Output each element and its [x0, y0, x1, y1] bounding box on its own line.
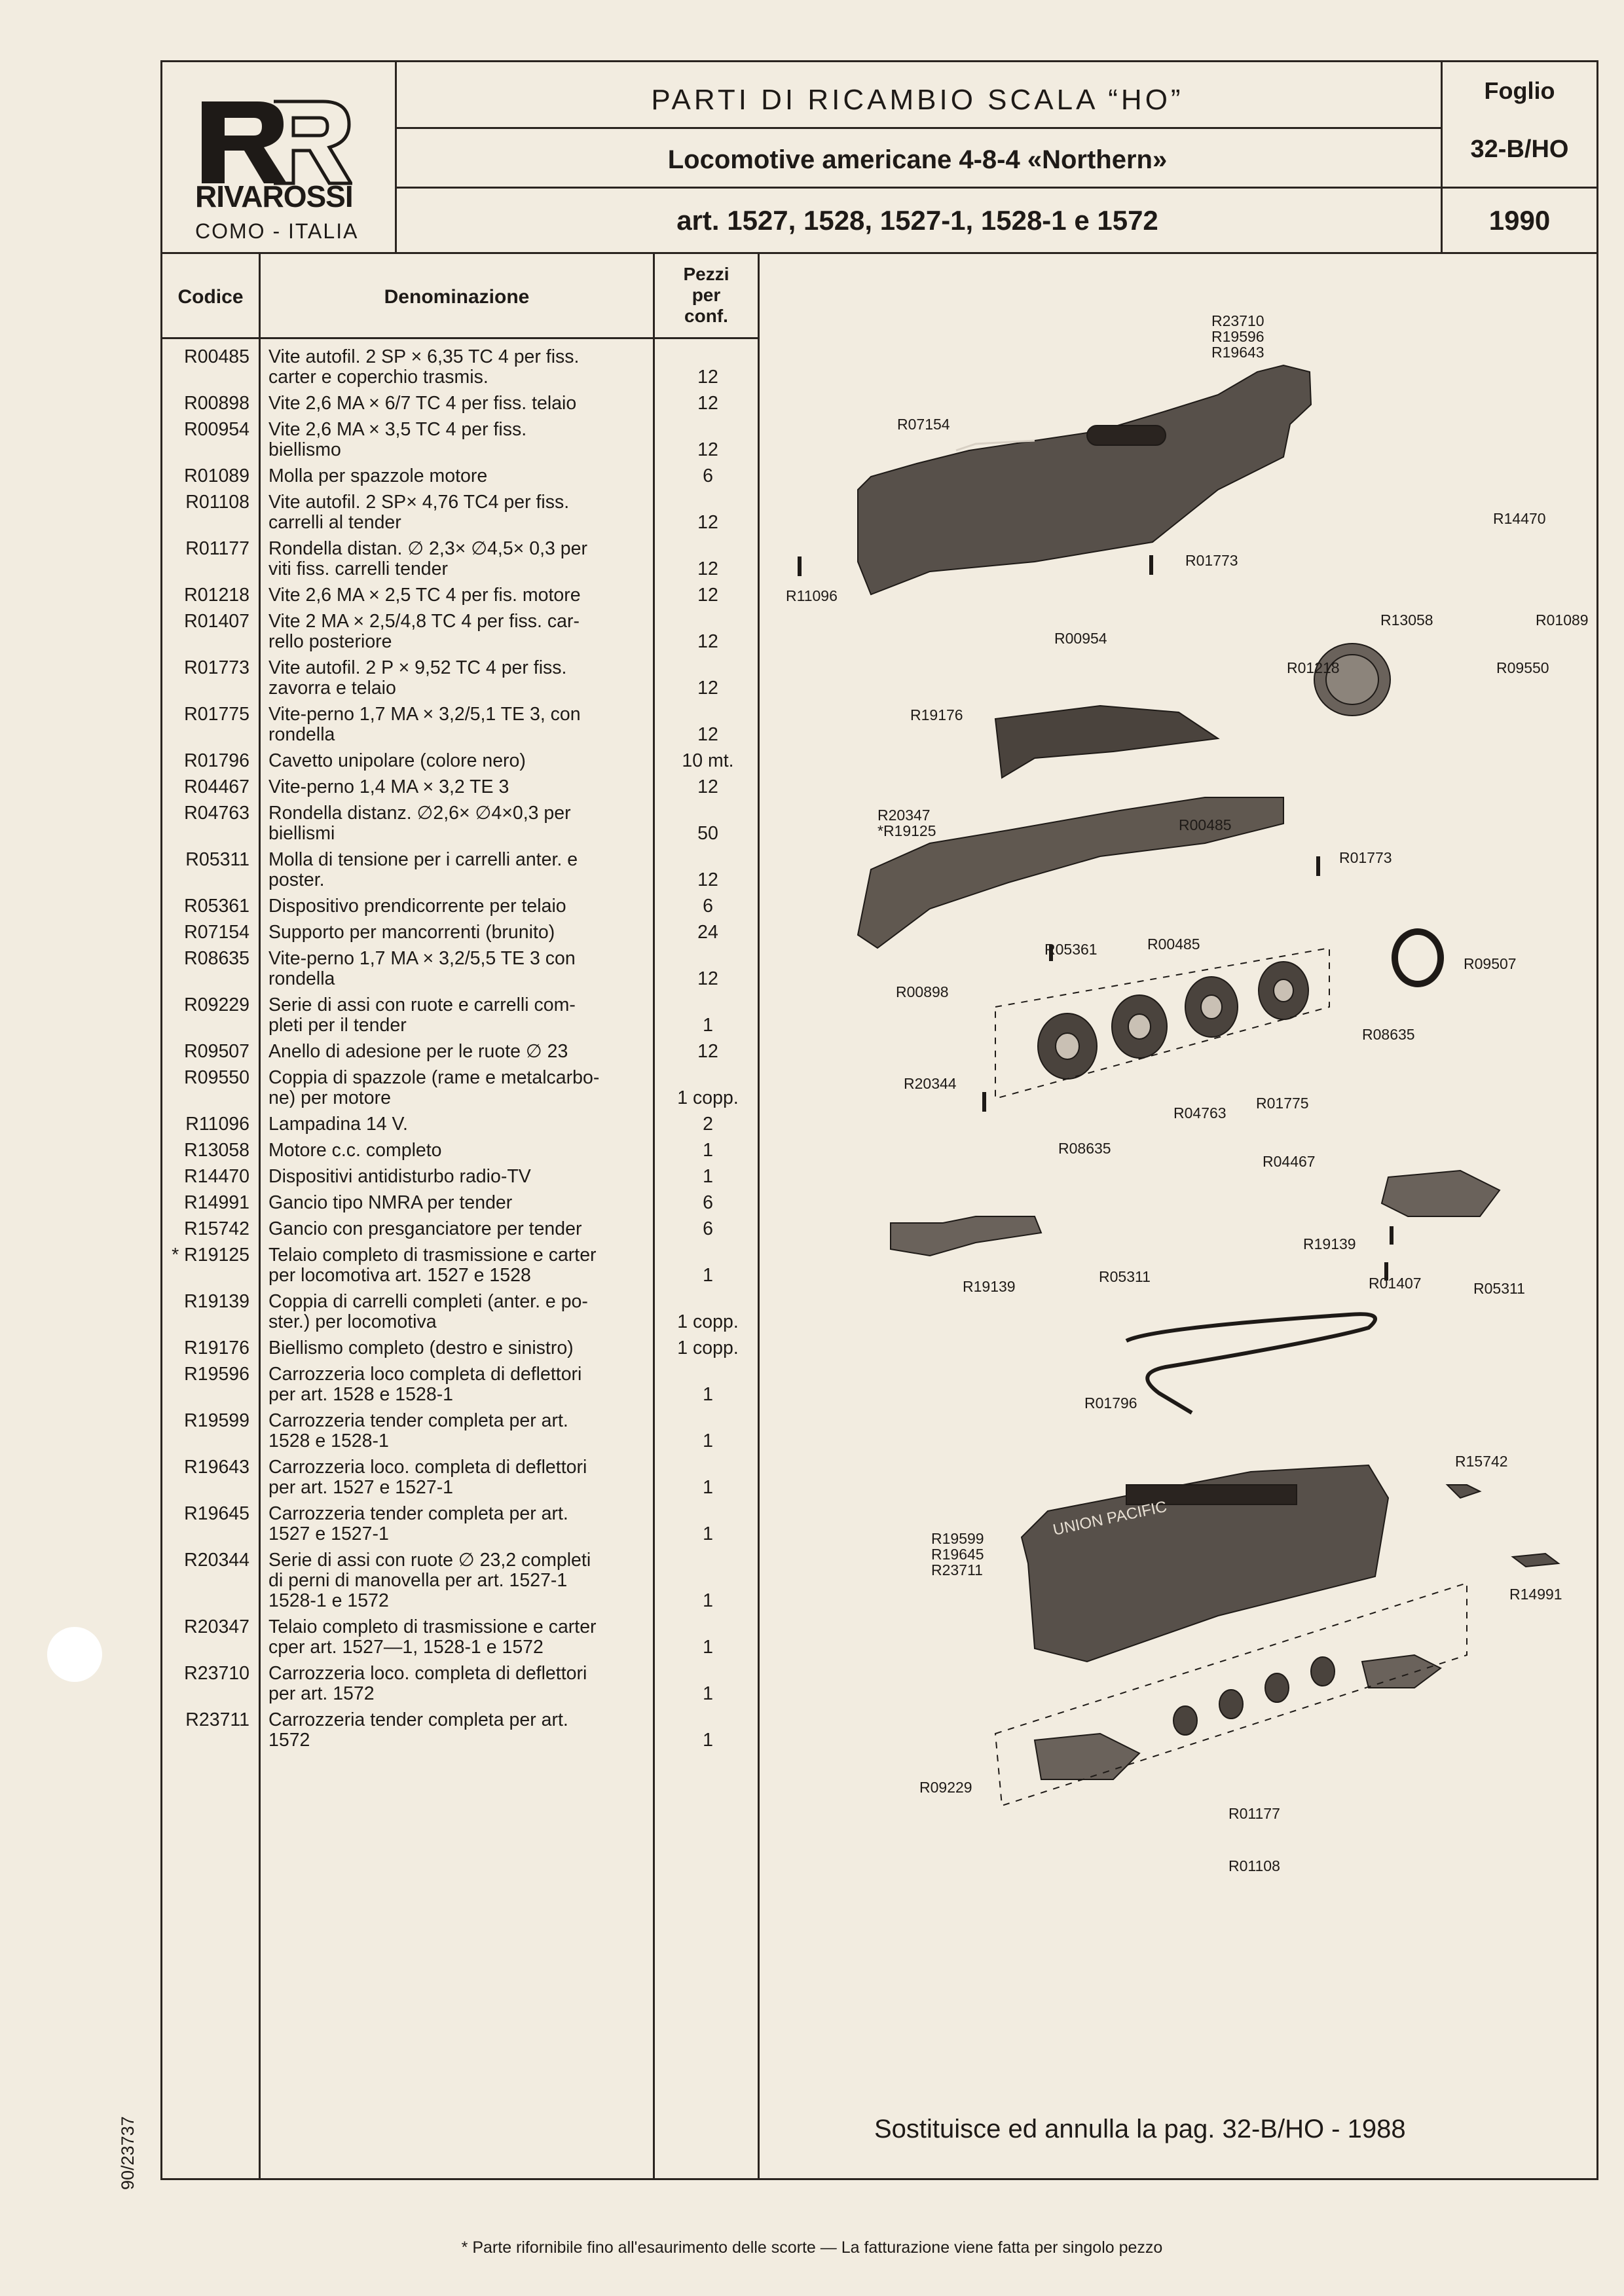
part-quantity: 6 [703, 1218, 713, 1239]
tender-truck-image [1362, 1655, 1441, 1688]
part-description-line: 1528-1 e 1572 [268, 1590, 389, 1611]
table-row [162, 896, 760, 917]
table-row [162, 751, 760, 771]
part-description-line: carter e coperchio trasmis. [268, 367, 489, 388]
part-quantity: 10 mt. [682, 750, 734, 771]
part-description-line: biellismo [268, 439, 341, 460]
page-subtitle: Locomotive americane 4-8-4 «Northern» [667, 145, 1168, 174]
adhesion-ring-image [1395, 932, 1441, 984]
table-row [162, 777, 760, 797]
table-row [162, 1245, 760, 1286]
part-quantity: 1 [703, 1637, 713, 1658]
diagram-callout: R08635 [1058, 1140, 1111, 1157]
part-description-line: viti fiss. carrelli tender [268, 558, 448, 579]
diagram-callout: R01177 [1228, 1805, 1280, 1822]
part-quantity: 1 copp. [677, 1087, 739, 1108]
part-code: R11096 [185, 1114, 249, 1135]
part-quantity: 1 [703, 1140, 713, 1161]
diagram-callout: *R19125 [877, 822, 936, 839]
part-quantity: 50 [697, 823, 718, 844]
part-description-line: rondella [268, 724, 335, 745]
front-truck-image [891, 1216, 1041, 1256]
part-description-line: Gancio tipo NMRA per tender [268, 1192, 513, 1213]
part-quantity: 1 [703, 1590, 713, 1611]
table-row [162, 420, 760, 460]
diagram-callout: R04763 [1173, 1104, 1227, 1121]
part-description-line: Motore c.c. completo [268, 1140, 442, 1161]
diagram-callout: R00485 [1179, 816, 1232, 833]
diagram-callout: R00954 [1054, 630, 1107, 647]
coupler-image [1447, 1485, 1480, 1498]
coupler-image [1513, 1554, 1559, 1567]
tender-truck-image [1035, 1734, 1139, 1779]
diagram-callout: R19139 [1303, 1235, 1356, 1252]
part-description-line: di perni di manovella per art. 1527-1 [268, 1570, 568, 1591]
footnote: * Parte rifornibile fino all'esaurimento delle scorte — La fatturazione viene fatta per singolo pezzo [461, 2238, 1163, 2257]
part-code: R08635 [184, 948, 249, 969]
table-row [162, 1364, 760, 1405]
part-description-line: 1527 e 1527-1 [268, 1523, 389, 1544]
part-code: R01407 [184, 611, 249, 632]
table-row [162, 1710, 760, 1751]
part-description-line: Rondella distan. ∅ 2,3× ∅4,5× 0,3 per [268, 538, 587, 559]
table-row [162, 539, 760, 579]
table-row [162, 1550, 760, 1611]
part-quantity: 12 [697, 678, 718, 699]
diagram-callout: R11096 [786, 587, 838, 604]
part-description-line: rello posteriore [268, 631, 392, 652]
part-code: R23711 [185, 1709, 249, 1730]
diagram-callout: R23711 [931, 1561, 983, 1578]
page-title: PARTI DI RICAMBIO SCALA “HO” [651, 84, 1184, 116]
part-code: R19596 [184, 1364, 249, 1385]
part-description-line: Dispositivi antidisturbo radio-TV [268, 1166, 531, 1187]
table-row [162, 922, 760, 943]
diagram-callout: R01775 [1256, 1095, 1309, 1112]
diagram-callout: R09229 [919, 1779, 972, 1796]
part-description-line: per art. 1572 [268, 1683, 375, 1704]
part-quantity: 1 [703, 1384, 713, 1405]
col-header-desc: Denominazione [384, 286, 530, 308]
part-description-line: Gancio con presganciatore per tender [268, 1218, 582, 1239]
part-code: R14991 [184, 1192, 249, 1213]
table-row [162, 1068, 760, 1108]
part-description-line: Carrozzeria tender completa per art. [268, 1410, 568, 1431]
sheet-number: 32-B/HO [1470, 136, 1569, 163]
table-row [162, 611, 760, 652]
part-description-line: Vite autofil. 2 P × 9,52 TC 4 per fiss. [268, 657, 567, 678]
tender-lettering: UNION PACIFIC [1051, 1497, 1169, 1539]
part-code: R05311 [185, 849, 249, 870]
part-description-line: carrelli al tender [268, 512, 401, 533]
part-description-line: Lampadina 14 V. [268, 1114, 408, 1135]
locomotive-body-image [858, 365, 1311, 594]
diagram-callout: R04467 [1263, 1153, 1316, 1170]
part-description-line: Carrozzeria tender completa per art. [268, 1503, 568, 1524]
part-code: R01773 [184, 657, 249, 678]
part-description-line: Vite 2,6 MA × 2,5 TC 4 per fis. motore [268, 585, 581, 606]
diagram-callout: R20347 [877, 807, 931, 824]
table-row [162, 466, 760, 486]
part-code: R19599 [184, 1410, 249, 1431]
part-description-line: Molla per spazzole motore [268, 465, 488, 486]
table-row [162, 1411, 760, 1451]
part-code: R01796 [184, 750, 249, 771]
col-header-code: Codice [177, 286, 244, 308]
part-description-line: per art. 1527 e 1527-1 [268, 1477, 454, 1498]
part-quantity: 1 copp. [677, 1338, 739, 1358]
diagram-callout: R01773 [1185, 552, 1238, 569]
diagram-callout: R19139 [963, 1278, 1016, 1295]
part-quantity: 12 [697, 439, 718, 460]
part-description-line: pleti per il tender [268, 1015, 407, 1036]
part-code: R00485 [184, 346, 249, 367]
part-description-line: Vite 2,6 MA × 3,5 TC 4 per fiss. [268, 419, 527, 440]
part-quantity: 2 [703, 1114, 713, 1135]
table-row [162, 1167, 760, 1187]
part-quantity: 12 [697, 367, 718, 388]
diagram-callout: R19599 [931, 1530, 984, 1547]
table-row [162, 1292, 760, 1332]
part-description-line: Rondella distanz. ∅2,6× ∅4×0,3 per [268, 803, 571, 824]
part-quantity: 1 [703, 1015, 713, 1036]
part-description-line: Serie di assi con ruote ∅ 23,2 completi [268, 1550, 591, 1571]
part-description-line: per art. 1528 e 1528-1 [268, 1384, 454, 1405]
part-quantity: 12 [697, 968, 718, 989]
table-row [162, 1042, 760, 1062]
table-row [162, 1219, 760, 1239]
diagram-callout: R13058 [1380, 611, 1433, 629]
part-quantity: 12 [697, 393, 718, 414]
part-code: R20347 [184, 1616, 249, 1637]
part-description-line: Vite 2 MA × 2,5/4,8 TC 4 per fiss. car- [268, 611, 580, 632]
part-code: R14470 [184, 1166, 249, 1187]
table-row [162, 1338, 760, 1358]
part-description-line: Cavetto unipolare (colore nero) [268, 750, 526, 771]
part-code: R00954 [184, 419, 249, 440]
table-header-line [162, 337, 760, 339]
part-quantity: 12 [697, 1041, 718, 1062]
part-description-line: Carrozzeria loco completa di deflettori [268, 1364, 582, 1385]
diagram-callout: R01773 [1339, 849, 1392, 866]
col-header-qty-line: conf. [684, 306, 728, 326]
supersedes-note: Sostituisce ed annulla la pag. 32-B/HO - 1988 [874, 2115, 1406, 2143]
part-quantity: 1 [703, 1430, 713, 1451]
part-description-line: rondella [268, 968, 335, 989]
part-description-line: Vite-perno 1,4 MA × 3,2 TE 3 [268, 776, 509, 797]
part-quantity: 1 [703, 1523, 713, 1544]
diagram-callout: R20344 [904, 1075, 957, 1092]
part-description-line: cper art. 1527—1, 1528-1 e 1572 [268, 1637, 544, 1658]
part-code: R05361 [184, 896, 249, 917]
table-row [162, 949, 760, 989]
header-divider [395, 127, 1441, 129]
diagram-callout: R19176 [910, 706, 963, 723]
diagram-callout: R09550 [1496, 659, 1549, 676]
part-description-line: Vite autofil. 2 SP × 6,35 TC 4 per fiss. [268, 346, 580, 367]
part-quantity: 12 [697, 585, 718, 606]
driving-wheels-image [1038, 962, 1308, 1079]
table-row [162, 1114, 760, 1135]
part-code: R20344 [184, 1550, 249, 1571]
rr-logo-icon [195, 95, 352, 187]
part-quantity: 12 [697, 869, 718, 890]
part-code: R04763 [184, 803, 249, 824]
part-code: R01108 [185, 492, 249, 513]
part-description-line: Coppia di spazzole (rame e metalcarbo- [268, 1067, 600, 1088]
part-code: R19645 [184, 1503, 249, 1524]
logo-name: RIVAROSSI [195, 179, 353, 213]
part-description-line: ster.) per locomotiva [268, 1311, 437, 1332]
part-description-line: Carrozzeria loco. completa di deflettori [268, 1457, 587, 1478]
diagram-callout: R00898 [896, 983, 949, 1000]
diagram-callout: R05361 [1044, 941, 1098, 958]
table-row [162, 1617, 760, 1658]
part-code: R19139 [184, 1291, 249, 1312]
diagram-callout: R14991 [1509, 1586, 1562, 1603]
table-row [162, 850, 760, 890]
part-description-line: poster. [268, 869, 325, 890]
part-description-line: biellismi [268, 823, 335, 844]
diagram-callout: R00485 [1147, 936, 1200, 953]
part-quantity: 12 [697, 776, 718, 797]
part-quantity: 12 [697, 631, 718, 652]
table-row [162, 585, 760, 606]
part-description-line: Telaio completo di trasmissione e carter [268, 1616, 597, 1637]
part-description-line: per locomotiva art. 1527 e 1528 [268, 1265, 531, 1286]
part-code: R23710 [184, 1663, 249, 1684]
table-row [162, 1193, 760, 1213]
part-quantity: 6 [703, 896, 713, 917]
col-header-qty-line: per [692, 285, 721, 305]
table-row [162, 995, 760, 1036]
col-header-qty [655, 264, 758, 327]
diagram-callout: R15742 [1455, 1453, 1508, 1470]
part-code: R09507 [184, 1041, 249, 1062]
table-row [162, 393, 760, 414]
punch-hole [47, 1627, 102, 1682]
part-code: R07154 [184, 922, 249, 943]
part-description-line: Biellismo completo (destro e sinistro) [268, 1338, 574, 1358]
diagram-callout: R14470 [1493, 510, 1546, 527]
table-row [162, 1457, 760, 1498]
table-row [162, 492, 760, 533]
part-description-line: Vite 2,6 MA × 6/7 TC 4 per fiss. telaio [268, 393, 577, 414]
part-code: R01177 [185, 538, 249, 559]
part-description-line: Anello di adesione per le ruote ∅ 23 [268, 1041, 568, 1062]
side-code: 90/23737 [118, 2116, 138, 2190]
part-code: R09229 [184, 994, 249, 1015]
part-code: * R19125 [172, 1245, 249, 1266]
diagram-callout: R07154 [897, 416, 950, 433]
part-description-line: Supporto per mancorrenti (brunito) [268, 922, 555, 943]
part-code: R19176 [184, 1338, 249, 1358]
part-quantity: 12 [697, 724, 718, 745]
part-description-line: Serie di assi con ruote e carrelli com- [268, 994, 576, 1015]
table-row [162, 658, 760, 699]
part-description-line: Carrozzeria loco. completa di deflettori [268, 1663, 587, 1684]
diagram-callout: R23710 [1211, 312, 1264, 329]
article-numbers: art. 1527, 1528, 1527-1, 1528-1 e 1572 [676, 205, 1158, 236]
part-quantity: 1 [703, 1683, 713, 1704]
part-description-line: Molla di tensione per i carrelli anter. e [268, 849, 578, 870]
sand-dome-image [1087, 426, 1166, 445]
table-row [162, 704, 760, 745]
part-code: R01775 [184, 704, 249, 725]
part-quantity: 6 [703, 465, 713, 486]
table-row [162, 803, 760, 844]
header-divider [395, 187, 1441, 189]
table-row [162, 1140, 760, 1161]
part-description-line: Carrozzeria tender completa per art. [268, 1709, 568, 1730]
company-logo [162, 62, 395, 252]
part-code: R15742 [184, 1218, 249, 1239]
part-quantity: 1 copp. [677, 1311, 739, 1332]
part-quantity: 24 [697, 922, 718, 943]
diagram-callout: R01089 [1536, 611, 1589, 629]
valve-gear-image [995, 706, 1218, 778]
part-description-line: Dispositivo prendicorrente per telaio [268, 896, 566, 917]
part-code: R04467 [184, 776, 249, 797]
sheet-year: 1990 [1488, 205, 1551, 236]
table-row [162, 1504, 760, 1544]
foglio-label: Foglio [1484, 77, 1555, 104]
table-row [162, 347, 760, 388]
part-description-line: Telaio completo di trasmissione e carter [268, 1245, 597, 1266]
part-description-line: Vite-perno 1,7 MA × 3,2/5,5 TE 3 con [268, 948, 576, 969]
diagram-callout: R01796 [1084, 1394, 1137, 1412]
part-quantity: 1 [703, 1730, 713, 1751]
diagram-callout: R05311 [1473, 1280, 1525, 1297]
part-description-line: ne) per motore [268, 1087, 391, 1108]
part-quantity: 12 [697, 512, 718, 533]
rear-truck-image [1382, 1171, 1500, 1216]
part-description-line: 1572 [268, 1730, 310, 1751]
part-description-line: 1528 e 1528-1 [268, 1430, 389, 1451]
diagram-callout: R08635 [1362, 1026, 1415, 1043]
part-code: R13058 [184, 1140, 249, 1161]
diagram-callout: R01407 [1369, 1275, 1422, 1292]
diagram-callout: R01108 [1228, 1857, 1280, 1874]
part-quantity: 1 [703, 1477, 713, 1498]
diagram-callout: R05311 [1099, 1268, 1151, 1285]
part-quantity: 6 [703, 1192, 713, 1213]
part-code: R09550 [184, 1067, 249, 1088]
part-code: R01218 [184, 585, 249, 606]
table-row [162, 1664, 760, 1704]
logo-city: COMO - ITALIA [195, 219, 359, 243]
part-code: R00898 [184, 393, 249, 414]
part-description-line: Coppia di carrelli completi (anter. e po- [268, 1291, 588, 1312]
header-divider [1441, 187, 1598, 189]
diagram-callout: R19645 [931, 1546, 984, 1563]
part-description-line: Vite autofil. 2 SP× 4,76 TC4 per fiss. [268, 492, 570, 513]
part-description-line: Vite-perno 1,7 MA × 3,2/5,1 TE 3, con [268, 704, 581, 725]
part-quantity: 1 [703, 1166, 713, 1187]
diagram-callout: R19596 [1211, 328, 1264, 345]
part-code: R19643 [184, 1457, 249, 1478]
part-quantity: 1 [703, 1265, 713, 1286]
part-quantity: 12 [697, 558, 718, 579]
part-code: R01089 [184, 465, 249, 486]
col-header-qty-line: Pezzi [683, 264, 729, 284]
diagram-callout: R19643 [1211, 344, 1264, 361]
exploded-diagram [760, 254, 1596, 2179]
diagram-callout: R01218 [1287, 659, 1340, 676]
wire-image [1126, 1314, 1375, 1413]
diagram-callout: R09507 [1464, 955, 1517, 972]
part-description-line: zavorra e telaio [268, 678, 396, 699]
